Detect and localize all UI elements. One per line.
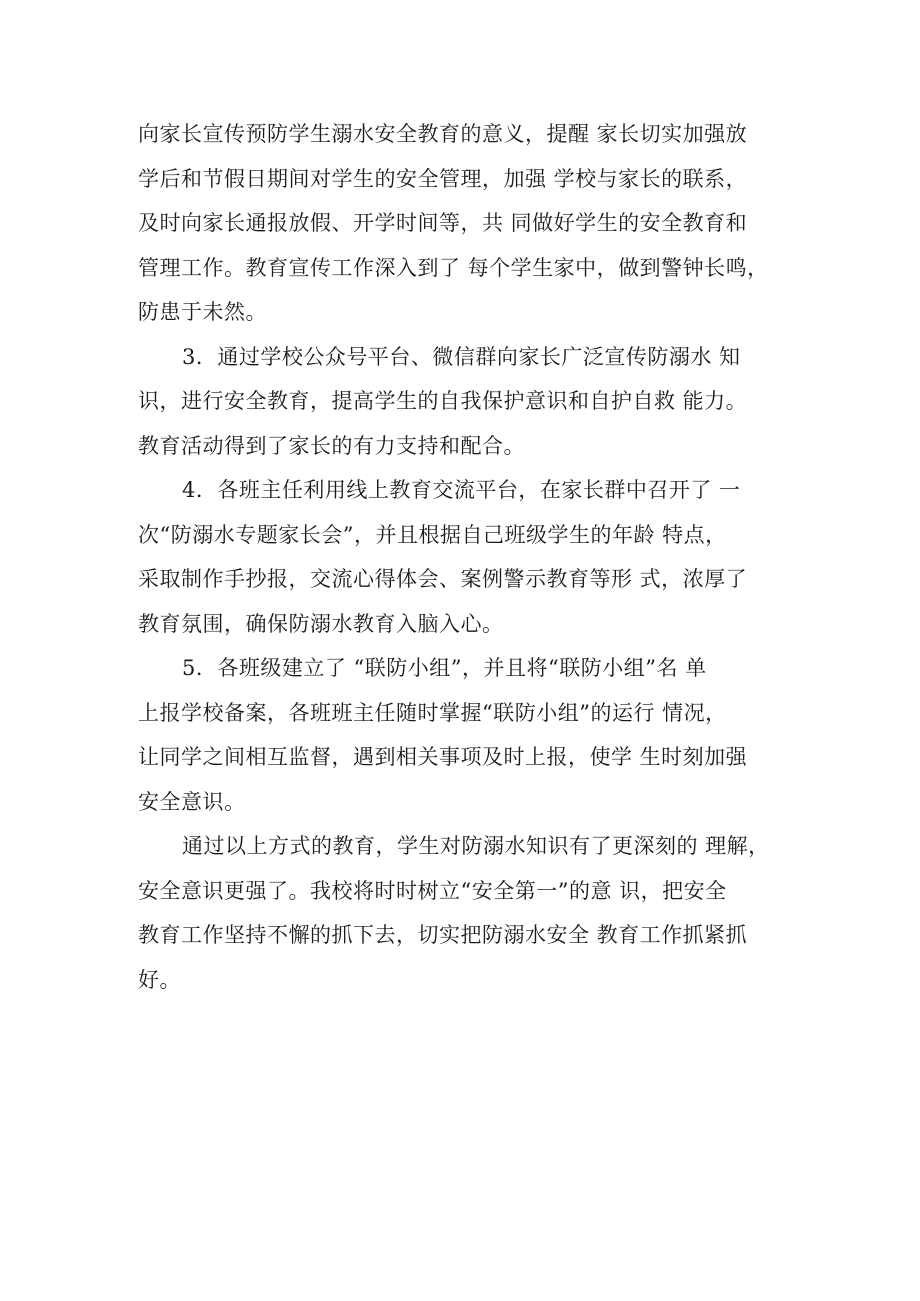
text-line: 识，进行安全教育，提高学生的自我保护意识和自护自救 能力。 (138, 389, 748, 413)
text-line: 管理工作。教育宣传工作深入到了 每个学生家中，做到警钟长鸣， (138, 255, 769, 280)
text-line: 安全意识更强了。我校将时时树立“安全第一”的意 识，把安全 (138, 878, 727, 903)
text-line: 通过以上方式的教育，学生对防溺水知识有了更深刻的 理解， (182, 834, 770, 858)
text-line: 及时向家长通报放假、开学时间等，共 同做好学生的安全教育和 (138, 211, 748, 235)
paragraph-parent-communication (138, 112, 798, 335)
text-line: 采取制作手抄报，交流心得体会、案例警示教育等形 式，浓厚了 (138, 567, 748, 591)
text-line: 上报学校备案，各班班主任随时掌握“联防小组”的运行 情况， (138, 700, 727, 725)
document-body (138, 112, 798, 1002)
text-line: 教育工作坚持不懈的抓下去，切实把防溺水安全 教育工作抓紧抓 (138, 923, 748, 947)
text-line: 教育活动得到了家长的有力支持和配合。 (138, 433, 525, 458)
text-line: 5．各班级建立了 “联防小组”，并且将“联防小组”名 单 (182, 656, 707, 680)
paragraph-item-3 (138, 335, 798, 469)
text-line: 次“防溺水专题家长会”，并且根据自己班级学生的年龄 特点， (138, 522, 727, 547)
text-line: 教育氛围，确保防溺水教育入脑入心。 (138, 611, 504, 636)
text-line: 防患于未然。 (138, 300, 267, 324)
paragraph-conclusion (138, 824, 798, 1002)
text-line: 3．通过学校公众号平台、微信群向家长广泛宣传防溺水 知 (182, 344, 741, 369)
text-line: 安全意识。 (138, 789, 246, 814)
paragraph-item-5 (138, 646, 798, 824)
paragraph-item-4 (138, 468, 798, 646)
text-line: 让同学之间相互监督，遇到相关事项及时上报，使学 生时刻加强 (138, 745, 748, 769)
text-line: 向家长宣传预防学生溺水安全教育的意义，提醒 家长切实加强放 (138, 122, 748, 146)
text-line: 好。 (138, 967, 181, 992)
text-line: 学后和节假日期间对学生的安全管理，加强 学校与家长的联系， (138, 166, 748, 191)
text-line: 4．各班主任利用线上教育交流平台，在家长群中召开了 一 (182, 478, 741, 502)
